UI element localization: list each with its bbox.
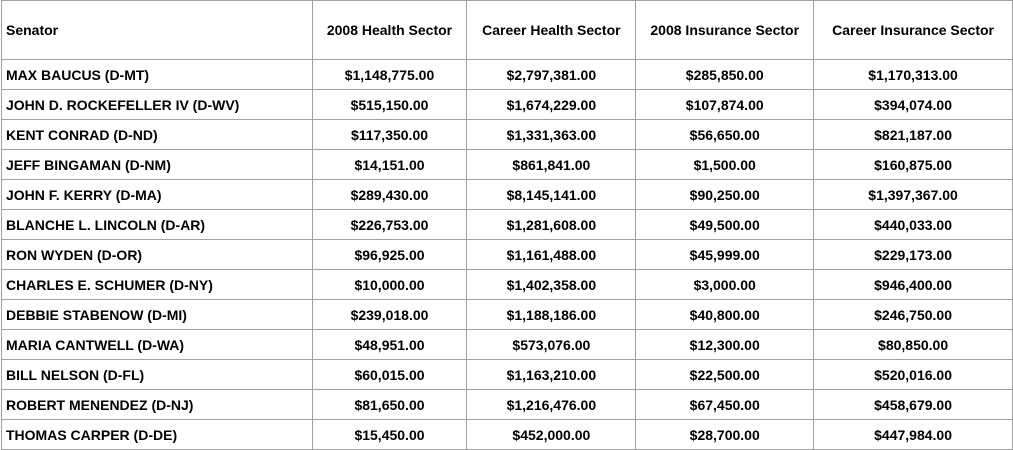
table-row [2, 420, 1013, 450]
health-2008-cell: $10,000.00 [312, 270, 467, 300]
insurance-2008-cell: $49,500.00 [636, 210, 814, 240]
insurance-2008-cell: $12,300.00 [636, 330, 814, 360]
insurance-career-cell: $160,875.00 [814, 150, 1013, 180]
health-2008-cell: $15,450.00 [312, 420, 467, 450]
health-career-cell: $1,674,229.00 [467, 90, 636, 120]
senator-name-cell: RON WYDEN (D-OR) [2, 240, 313, 270]
health-2008-cell: $239,018.00 [312, 300, 467, 330]
health-career-cell: $1,188,186.00 [467, 300, 636, 330]
insurance-2008-cell: $107,874.00 [636, 90, 814, 120]
insurance-career-cell: $229,173.00 [814, 240, 1013, 270]
senator-name-cell: CHARLES E. SCHUMER (D-NY) [2, 270, 313, 300]
health-2008-cell: $1,148,775.00 [312, 60, 467, 90]
senator-name-cell: MARIA CANTWELL (D-WA) [2, 330, 313, 360]
health-career-cell: $452,000.00 [467, 420, 636, 450]
health-2008-cell: $515,150.00 [312, 90, 467, 120]
health-2008-cell: $81,650.00 [312, 390, 467, 420]
column-header-2008-insurance: 2008 Insurance Sector [636, 1, 814, 60]
insurance-2008-cell: $3,000.00 [636, 270, 814, 300]
senator-name-cell: ROBERT MENENDEZ (D-NJ) [2, 390, 313, 420]
health-career-cell: $8,145,141.00 [467, 180, 636, 210]
health-career-cell: $1,281,608.00 [467, 210, 636, 240]
table-body [2, 60, 1013, 450]
health-2008-cell: $96,925.00 [312, 240, 467, 270]
insurance-2008-cell: $22,500.00 [636, 360, 814, 390]
column-header-2008-health: 2008 Health Sector [312, 1, 467, 60]
health-2008-cell: $117,350.00 [312, 120, 467, 150]
table-row [2, 120, 1013, 150]
column-header-senator: Senator [2, 1, 313, 60]
insurance-career-cell: $440,033.00 [814, 210, 1013, 240]
insurance-career-cell: $246,750.00 [814, 300, 1013, 330]
health-2008-cell: $48,951.00 [312, 330, 467, 360]
health-career-cell: $1,331,363.00 [467, 120, 636, 150]
health-career-cell: $573,076.00 [467, 330, 636, 360]
senator-name-cell: BLANCHE L. LINCOLN (D-AR) [2, 210, 313, 240]
health-career-cell: $1,216,476.00 [467, 390, 636, 420]
table-row [2, 390, 1013, 420]
table-row [2, 210, 1013, 240]
insurance-career-cell: $394,074.00 [814, 90, 1013, 120]
insurance-2008-cell: $1,500.00 [636, 150, 814, 180]
insurance-2008-cell: $67,450.00 [636, 390, 814, 420]
senator-name-cell: BILL NELSON (D-FL) [2, 360, 313, 390]
insurance-2008-cell: $40,800.00 [636, 300, 814, 330]
senator-name-cell: DEBBIE STABENOW (D-MI) [2, 300, 313, 330]
health-2008-cell: $14,151.00 [312, 150, 467, 180]
table-row [2, 60, 1013, 90]
insurance-2008-cell: $90,250.00 [636, 180, 814, 210]
insurance-career-cell: $80,850.00 [814, 330, 1013, 360]
senator-name-cell: KENT CONRAD (D-ND) [2, 120, 313, 150]
table-row [2, 90, 1013, 120]
health-career-cell: $1,402,358.00 [467, 270, 636, 300]
table-row [2, 150, 1013, 180]
insurance-2008-cell: $56,650.00 [636, 120, 814, 150]
table-row [2, 270, 1013, 300]
senator-name-cell: THOMAS CARPER (D-DE) [2, 420, 313, 450]
table-row [2, 360, 1013, 390]
health-2008-cell: $226,753.00 [312, 210, 467, 240]
health-2008-cell: $289,430.00 [312, 180, 467, 210]
insurance-career-cell: $447,984.00 [814, 420, 1013, 450]
senator-name-cell: JEFF BINGAMAN (D-NM) [2, 150, 313, 180]
insurance-2008-cell: $285,850.00 [636, 60, 814, 90]
insurance-career-cell: $946,400.00 [814, 270, 1013, 300]
health-career-cell: $1,161,488.00 [467, 240, 636, 270]
header-row [2, 1, 1013, 60]
table-row [2, 180, 1013, 210]
insurance-career-cell: $821,187.00 [814, 120, 1013, 150]
senator-name-cell: JOHN D. ROCKEFELLER IV (D-WV) [2, 90, 313, 120]
column-header-career-insurance: Career Insurance Sector [814, 1, 1013, 60]
insurance-career-cell: $1,170,313.00 [814, 60, 1013, 90]
senator-name-cell: JOHN F. KERRY (D-MA) [2, 180, 313, 210]
column-header-career-health: Career Health Sector [467, 1, 636, 60]
insurance-2008-cell: $45,999.00 [636, 240, 814, 270]
insurance-career-cell: $1,397,367.00 [814, 180, 1013, 210]
health-2008-cell: $60,015.00 [312, 360, 467, 390]
table-row [2, 330, 1013, 360]
senator-name-cell: MAX BAUCUS (D-MT) [2, 60, 313, 90]
insurance-2008-cell: $28,700.00 [636, 420, 814, 450]
senator-contributions-table [1, 0, 1013, 450]
table-row [2, 240, 1013, 270]
insurance-career-cell: $458,679.00 [814, 390, 1013, 420]
insurance-career-cell: $520,016.00 [814, 360, 1013, 390]
health-career-cell: $1,163,210.00 [467, 360, 636, 390]
health-career-cell: $2,797,381.00 [467, 60, 636, 90]
health-career-cell: $861,841.00 [467, 150, 636, 180]
table-row [2, 300, 1013, 330]
